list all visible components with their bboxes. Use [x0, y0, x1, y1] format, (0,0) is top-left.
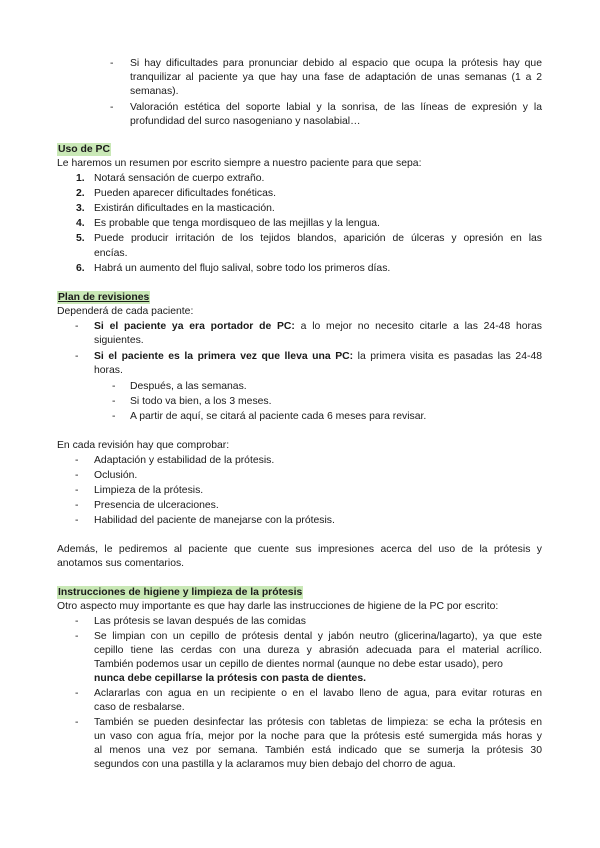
section-heading-uso-pc: Uso de PC — [58, 144, 110, 155]
bullet-dash: - — [75, 455, 79, 466]
check-item: Limpieza de la prótesis. — [94, 485, 204, 496]
check-item: Presencia de ulceraciones. — [94, 500, 219, 511]
paragraph: Además, le pediremos al paciente que cuente sus impresiones acerca del uso de la prótesis y — [57, 544, 542, 555]
text-line: cepillo tiene las cerdas con una dureza y abrasión adecuada para el material acrílico. — [94, 645, 542, 656]
list-number: 2. — [76, 188, 85, 199]
list-item: Pueden aparecer dificultades fonéticas. — [94, 188, 276, 199]
bullet-dash: - — [112, 381, 116, 392]
check-item: Oclusión. — [94, 470, 138, 481]
bullet-dash: - — [110, 58, 114, 69]
text-line: También podemos usar un cepillo de dientes normal (aunque no debe estar usado), pero — [94, 659, 503, 670]
bullet-dash: - — [112, 396, 116, 407]
text-line: siguientes. — [94, 335, 144, 346]
text-line: semanas). — [130, 86, 179, 97]
list-number: 4. — [76, 218, 85, 229]
text-span: a lo mejor no necesito citarle a las 24-48 horas — [294, 321, 542, 332]
paragraph: Otro aspecto muy importante es que hay darle las instrucciones de higiene de la PC por escrito: — [57, 601, 499, 612]
paragraph: Dependerá de cada paciente: — [57, 306, 194, 317]
section-heading-plan: Plan de revisiones — [58, 292, 150, 303]
bullet-dash: - — [75, 485, 79, 496]
list-item: Notará sensación de cuerpo extraño. — [94, 173, 265, 184]
section-heading-higiene: Instrucciones de higiene y limpieza de la prótesis — [58, 587, 303, 598]
bullet-dash: - — [75, 717, 79, 728]
bullet-dash: - — [75, 470, 79, 481]
sub-item: A partir de aquí, se citará al paciente cada 6 meses para revisar. — [130, 411, 427, 422]
hygiene-item: Aclararlas con agua en un recipiente o en el lavabo lleno de agua, para evitar roturas en — [94, 688, 542, 699]
bullet-dash: - — [75, 515, 79, 526]
hygiene-item: También se pueden desinfectar las prótesis con tabletas de limpieza: se echa la prótesis en — [94, 717, 542, 728]
list-item: Es probable que tenga mordisqueo de las mejillas y la lengua. — [94, 218, 380, 229]
text-line: Si hay dificultades para pronunciar debido al espacio que ocupa la prótesis hay que — [130, 58, 542, 69]
check-item: Adaptación y estabilidad de la prótesis. — [94, 455, 275, 466]
plan-bullet-1 — [94, 320, 542, 334]
sub-item: Si todo va bien, a los 3 meses. — [130, 396, 272, 407]
list-number: 1. — [76, 173, 85, 184]
list-item: Puede producir irritación de los tejidos blandos, aparición de úlceras y opresión en las — [94, 233, 542, 244]
hygiene-item: Las prótesis se lavan después de las comidas — [94, 616, 306, 627]
text-line: profundidad del surco nasogeniano y nasolabial… — [130, 116, 361, 127]
list-number: 6. — [76, 263, 85, 274]
bullet-dash: - — [75, 631, 79, 642]
text-line: al menos una vez por semana. También está indicado que se sumerja la prótesis 30 — [94, 745, 542, 756]
text-span: la primera visita es pasadas las 24-48 — [353, 351, 542, 362]
bullet-dash: - — [75, 351, 79, 362]
list-number: 3. — [76, 203, 85, 214]
bullet-dash: - — [75, 500, 79, 511]
list-item: Habrá un aumento del flujo salival, sobre todo los primeros días. — [94, 263, 391, 274]
text-line: caso de resbalarse. — [94, 702, 185, 713]
paragraph: En cada revisión hay que comprobar: — [57, 440, 230, 451]
check-item: Habilidad del paciente de manejarse con la prótesis. — [94, 515, 335, 526]
bullet-dash: - — [75, 321, 79, 332]
text-line: tranquilizar al paciente ya que hay una fase de adaptación de unas semanas (1 a 2 — [130, 72, 542, 83]
text-line: un vaso con agua fría, mejor por la noche para que la prótesis esté sumergida más horas y — [94, 731, 542, 742]
bullet-dash: - — [112, 411, 116, 422]
plan-bullet-2 — [94, 350, 542, 364]
bold-text: Si el paciente ya era portador de PC: — [94, 321, 295, 332]
bullet-dash: - — [75, 616, 79, 627]
text-line — [94, 672, 366, 686]
paragraph: Le haremos un resumen por escrito siempre a nuestro paciente para que sepa: — [57, 158, 422, 169]
sub-item: Después, a las semanas. — [130, 381, 247, 392]
bold-warning: nunca debe cepillarse la prótesis con pasta de dientes. — [94, 673, 366, 684]
hygiene-item: Se limpian con un cepillo de prótesis dental y jabón neutro (glicerina/lagarto), ya que este — [94, 631, 542, 642]
bullet-dash: - — [110, 102, 114, 113]
text-line: segundos con una pastilla y la aclaramos muy bien debajo del chorro de agua. — [94, 759, 456, 770]
paragraph: anotamos sus comentarios. — [57, 558, 185, 569]
list-number: 5. — [76, 233, 85, 244]
text-line: Valoración estética del soporte labial y la sonrisa, de las líneas de expresión y la — [130, 102, 542, 113]
list-item: Existirán dificultades en la masticación. — [94, 203, 275, 214]
bullet-dash: - — [75, 688, 79, 699]
bold-text: Si el paciente es la primera vez que lleva una PC: — [94, 351, 354, 362]
list-item-continued: encías. — [94, 248, 128, 259]
text-line: horas. — [94, 365, 123, 376]
